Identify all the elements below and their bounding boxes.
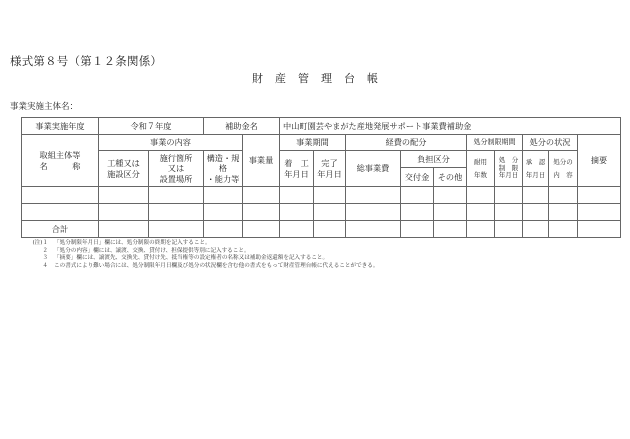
total-label: 合計 — [22, 221, 99, 238]
burden-header: 負担区分 — [401, 151, 467, 168]
total-row — [22, 221, 621, 238]
note-item: ３ 「摘要」欄には、譲渡先、交換先、貸付け先、抵当権等の設定権者の名称又は補助金返還額を記入すること。 — [42, 255, 329, 262]
fiscal-year-value: 令和７年度 — [99, 118, 204, 135]
quantity-header: 事業量 — [243, 135, 280, 187]
title-char: 財 — [252, 72, 263, 85]
note-item: ４ この書式により難い場合には、処分制限年月日欄及び処分の状況欄を含む他の書式をもって財産管理台帳に代えることができる。 — [42, 262, 379, 269]
cost-allocation-header: 経費の配分 — [346, 135, 467, 151]
document-title — [0, 70, 630, 86]
end-date-header: 完了 年月日 — [314, 151, 346, 187]
approval-date-header: 承 認 年月日 — [523, 151, 549, 187]
remarks-header: 摘要 — [578, 135, 621, 187]
disposal-limit-header: 処分制限期間 — [467, 135, 523, 151]
grant-header: 交付金 — [401, 168, 434, 187]
notes — [22, 240, 378, 270]
disposal-content-header: 処分の 内 容 — [549, 151, 578, 187]
title-char: 産 — [275, 72, 286, 85]
title-char: 管 — [298, 72, 309, 85]
entity-name-header: 取組主体等 名 称 — [22, 135, 99, 187]
period-header: 事業期間 — [280, 135, 346, 151]
fiscal-year-label: 事業実施年度 — [22, 118, 99, 135]
total-cost-header: 総事業費 — [346, 151, 401, 187]
work-type-header: 工種又は 施設区分 — [99, 151, 149, 187]
property-ledger-table — [21, 117, 621, 238]
title-char: 理 — [321, 72, 332, 85]
note-item: ２ 「処分の内容」欄には、譲渡、交換、貸付け、担保提供等別に記入すること。 — [42, 247, 250, 254]
other-header: その他 — [434, 168, 467, 187]
useful-life-header: 耐用 年数 — [467, 151, 495, 187]
title-char: 帳 — [367, 72, 378, 85]
header-row-2 — [22, 151, 621, 168]
header-row-1 — [22, 135, 621, 151]
subsidy-name-value: 中山町園芸やまがた産地発展サポート事業費補助金 — [280, 118, 621, 135]
summary-row — [22, 118, 621, 135]
location-header: 施行箇所 又は 設置場所 — [149, 151, 204, 187]
note-item: (注)１ 「処分制限年月日」欄には、処分制限の終期を記入すること。 — [32, 240, 211, 246]
disposal-status-header: 処分の状況 — [523, 135, 578, 151]
form-number: 様式第８号（第１２条関係） — [10, 54, 163, 68]
project-content-header: 事業の内容 — [99, 135, 243, 151]
entity-label: 事業実施主体名： — [10, 102, 79, 112]
subsidy-name-label: 補助金名 — [204, 118, 280, 135]
structure-header: 構造・規 格 ・能力等 — [204, 151, 243, 187]
table-row — [22, 187, 621, 204]
start-date-header: 着 工 年月日 — [280, 151, 314, 187]
table-row — [22, 204, 621, 221]
title-char: 台 — [344, 72, 355, 85]
limit-date-header: 処 分 制 限 年月日 — [495, 151, 523, 187]
